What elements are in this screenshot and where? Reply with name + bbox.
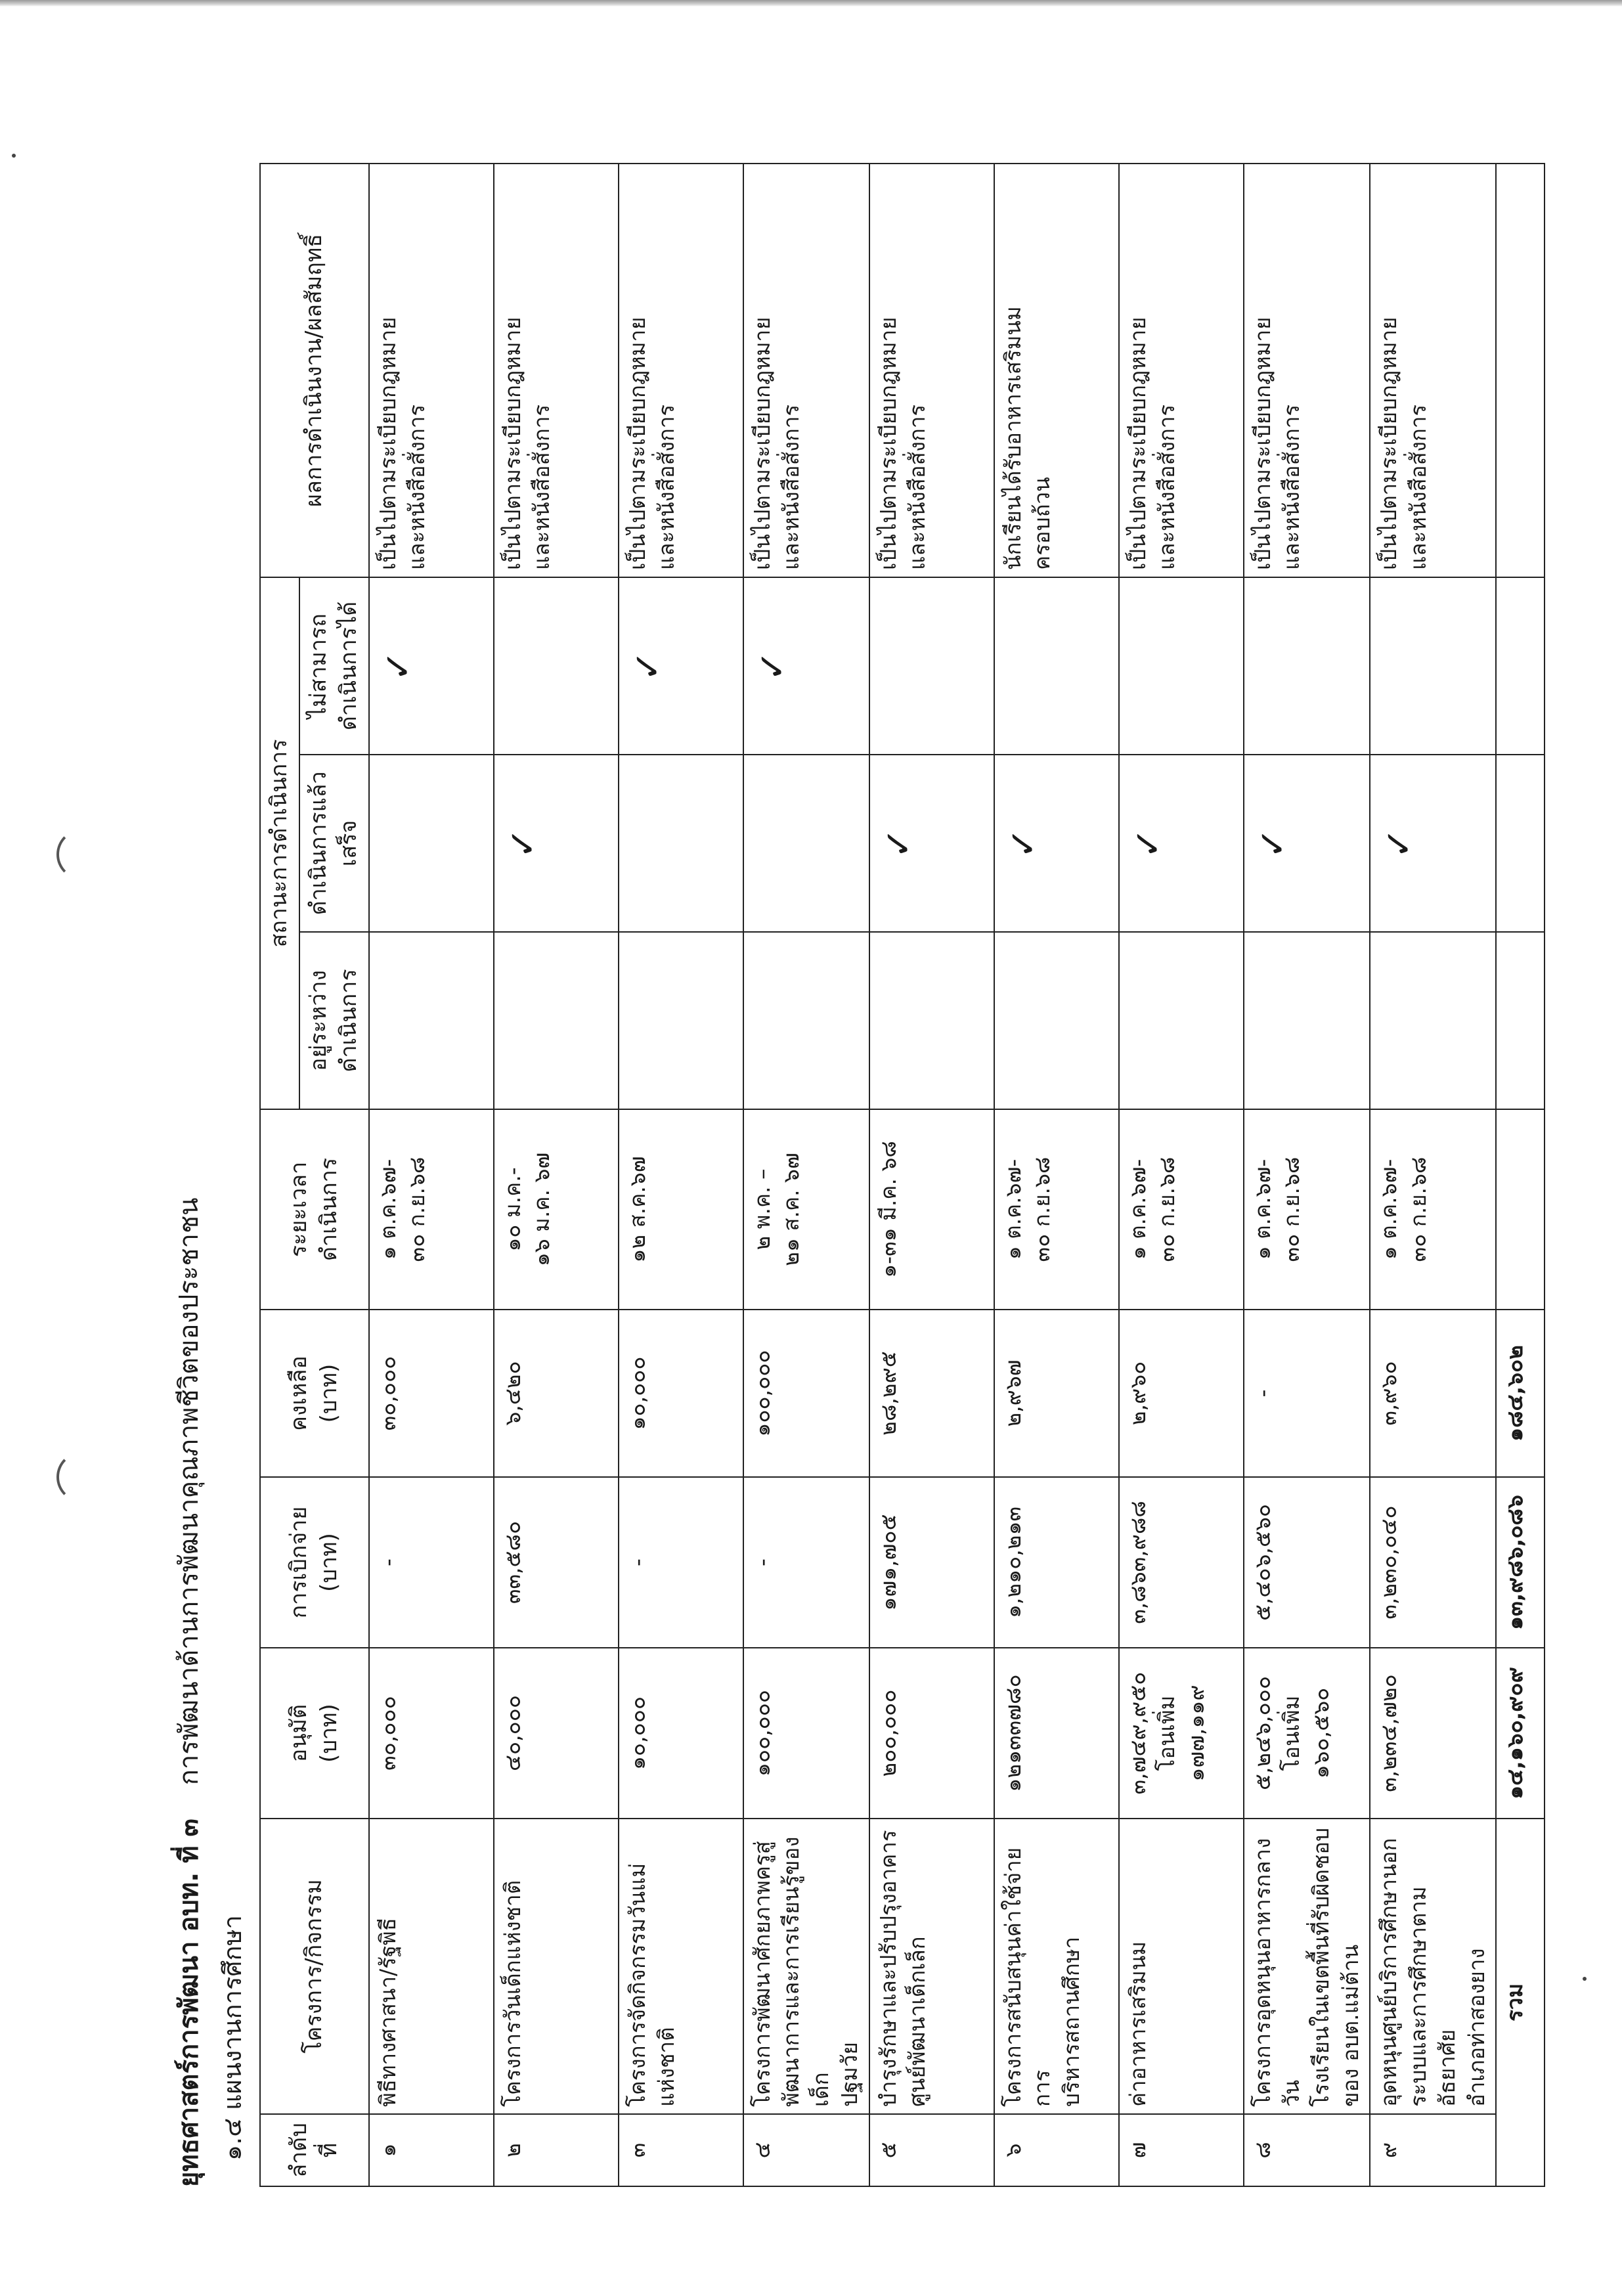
table-row: [869, 164, 994, 2186]
period: [994, 1109, 1119, 1310]
period: [869, 1109, 994, 1310]
col-approved: อนุมัติ (บาท): [260, 1648, 369, 1819]
approved-amount: [743, 1648, 869, 1819]
document-sheet: [167, 164, 1528, 2187]
scan-speck: [12, 154, 16, 158]
status-done-check: ✓: [1370, 755, 1496, 932]
cell-line: ๑ ต.ค.๖๗-: [1124, 1159, 1151, 1260]
table-row: [369, 164, 494, 2186]
cell-line: เป็นไปตามระเบียบกฎหมาย: [499, 317, 525, 570]
cell-line: ๓๐ ก.ย.๖๘: [1154, 1157, 1180, 1262]
cell-line: ๓๐ ก.ย.๖๘: [1405, 1157, 1431, 1262]
cell-line: ๓๐ ก.ย.๖๘: [1279, 1157, 1305, 1262]
cell-line: อุดหนุนศูนย์บริการศึกษานอก: [1376, 1838, 1402, 2107]
cell-line: ระบบและการศึกษาตามอัธยาศัย: [1405, 1886, 1460, 2107]
cell-line: ของ อบต.แม่ต้าน: [1337, 1944, 1363, 2107]
cell-line: ๑๐ ม.ค.-: [499, 1167, 525, 1252]
total-remaining: ๑๘๔,๖๐๒: [1496, 1310, 1545, 1477]
status-cannot-check: [1244, 577, 1370, 755]
spent-amount: ๑๗๑,๗๐๕: [869, 1477, 994, 1648]
result-text: [369, 164, 494, 577]
approved-amount: [1244, 1648, 1370, 1819]
cell-line: ปฐมวัย: [837, 2042, 863, 2107]
cell-line: ค่าอาหารเสริมนม: [1124, 1941, 1151, 2107]
cell-line: นักเรียนได้รับอาหารเสริมนม: [999, 306, 1026, 570]
project-name: [869, 1819, 994, 2114]
total-row: [1496, 164, 1545, 2186]
total-empty: [1496, 755, 1545, 932]
status-done-check: ✓: [994, 755, 1119, 932]
cell-line: โอนเพิ่ม: [1279, 1695, 1305, 1771]
project-name: [743, 1819, 869, 2114]
spent-amount: ๓๓,๕๘๐: [494, 1477, 619, 1648]
status-done-check: ✓: [869, 755, 994, 932]
status-ongoing-check: [494, 932, 619, 1109]
cell-line: ๑ ต.ค.๖๗-: [374, 1159, 401, 1260]
status-cannot-check: [1370, 577, 1496, 755]
remaining-amount: ๑๐๐,๐๐๐: [743, 1310, 869, 1477]
cell-line: ๑๗๗,๑๑๙: [1183, 1685, 1209, 1782]
result-text: [869, 164, 994, 577]
status-cannot-check: ✓: [743, 577, 869, 755]
approved-amount: [994, 1648, 1119, 1819]
cell-line: ๑๖๐,๕๖๐: [1307, 1687, 1334, 1779]
spent-amount: -: [369, 1477, 494, 1648]
cell-line: พิธีทางศาสนา/รัฐพิธี: [374, 1918, 401, 2107]
cell-line: ๓๐ ก.ย.๖๘: [1029, 1157, 1055, 1262]
total-empty: [1496, 1109, 1545, 1310]
cell-line: ๒๑ ส.ค. ๖๗: [778, 1153, 804, 1266]
project-name: [619, 1819, 743, 2114]
approved-amount: [619, 1648, 743, 1819]
cell-line: ๑ ต.ค.๖๗-: [1376, 1159, 1402, 1260]
status-ongoing-check: [369, 932, 494, 1109]
col-status-cannot: ไม่สามารถ ดำเนินการได้: [299, 577, 369, 755]
table-row: [1119, 164, 1244, 2186]
project-name: [1119, 1819, 1244, 2114]
row-number: ๔: [743, 2114, 869, 2186]
cell-line: โครงการพัฒนาศักยภาพครูสู่: [749, 1841, 775, 2107]
col-status-group: สถานะการดำเนินการ: [260, 577, 299, 1109]
remaining-amount: ๓,๙๖๐: [1370, 1310, 1496, 1477]
cell-line: เป็นไปตามระเบียบกฎหมาย: [374, 317, 401, 570]
row-number: ๓: [619, 2114, 743, 2186]
cell-line: โครงการอุดหนุนอาหารกลางวัน: [1249, 1838, 1305, 2107]
status-cannot-check: ✓: [619, 577, 743, 755]
cell-line: ศูนย์พัฒนาเด็กเล็ก: [904, 1936, 931, 2107]
cell-line: ๔๐,๐๐๐: [499, 1694, 525, 1772]
status-ongoing-check: [619, 932, 743, 1109]
total-approved: ๑๔,๑๖๐,๙๐๙: [1496, 1648, 1545, 1819]
period: [369, 1109, 494, 1310]
cell-line: เป็นไปตามระเบียบกฎหมาย: [1376, 317, 1402, 570]
cell-line: อำเภอท่าสองยาง: [1463, 1948, 1489, 2107]
cell-line: เป็นไปตามระเบียบกฎหมาย: [749, 317, 775, 570]
table-row: [1244, 164, 1370, 2186]
remaining-amount: ๒,๙๖๗: [994, 1310, 1119, 1477]
row-number: ๕: [869, 2114, 994, 2186]
result-text: [1370, 164, 1496, 577]
spent-amount: ๑,๒๑๐,๒๑๓: [994, 1477, 1119, 1648]
table-row: [743, 164, 869, 2186]
cell-line: โรงเรียนในเขตพื้นที่รับผิดชอบ: [1307, 1827, 1334, 2107]
cell-line: และหนังสือสั่งการ: [1154, 404, 1180, 570]
cell-line: และหนังสือสั่งการ: [1279, 404, 1305, 570]
cell-line: ๒๐๐,๐๐๐: [875, 1689, 901, 1777]
status-ongoing-check: [743, 932, 869, 1109]
project-table: [259, 163, 1545, 2187]
project-name: [369, 1819, 494, 2114]
cell-line: โครงการจัดกิจกรรมวันแม่: [624, 1863, 650, 2107]
punch-hole-mark: [56, 1451, 108, 1503]
row-number: ๙: [1370, 2114, 1496, 2186]
result-text: [494, 164, 619, 577]
status-cannot-check: [994, 577, 1119, 755]
cell-line: ๓๐,๐๐๐: [374, 1696, 401, 1771]
status-ongoing-check: [1119, 932, 1244, 1109]
status-ongoing-check: [1370, 932, 1496, 1109]
col-no: ลำดับที่: [260, 2114, 369, 2186]
cell-line: ๑๐,๐๐๐: [624, 1696, 650, 1771]
cell-line: เป็นไปตามระเบียบกฎหมาย: [1249, 317, 1275, 570]
scan-edge: [0, 0, 1622, 7]
col-status-ongoing: อยู่ระหว่าง ดำเนินการ: [299, 932, 369, 1109]
status-done-check: ✓: [1119, 755, 1244, 932]
remaining-amount: ๖,๔๒๐: [494, 1310, 619, 1477]
status-cannot-check: [869, 577, 994, 755]
remaining-amount: ๓๐,๐๐๐: [369, 1310, 494, 1477]
approved-amount: [1370, 1648, 1496, 1819]
period: [1244, 1109, 1370, 1310]
cell-line: ๑ ต.ค.๖๗-: [1249, 1159, 1275, 1260]
status-done-check: ✓: [494, 755, 619, 932]
total-empty: [1496, 932, 1545, 1109]
result-text: [1119, 164, 1244, 577]
cell-line: และหนังสือสั่งการ: [904, 404, 931, 570]
spent-amount: ๓,๘๖๓,๙๘๘: [1119, 1477, 1244, 1648]
approved-amount: [494, 1648, 619, 1819]
table-row: [994, 164, 1119, 2186]
status-ongoing-check: [1244, 932, 1370, 1109]
cell-line: ๑๒๑๓๓๗๘๐: [999, 1674, 1026, 1792]
remaining-amount: -: [1244, 1310, 1370, 1477]
total-spent: ๑๓,๙๘๖,๐๘๖: [1496, 1477, 1545, 1648]
strategy-topic: การพัฒนาด้านการพัฒนาคุณภาพชีวิตของประชาชน: [174, 1197, 204, 1786]
status-cannot-check: ✓: [369, 577, 494, 755]
project-name: [994, 1819, 1119, 2114]
spent-amount: ๓,๒๓๐,๐๔๐: [1370, 1477, 1496, 1648]
strategy-title: ยุทธศาสตร์การพัฒนา อบท. ที่ ๓: [174, 1819, 204, 2187]
status-done-check: [619, 755, 743, 932]
result-text: [1244, 164, 1370, 577]
spent-amount: -: [743, 1477, 869, 1648]
approved-amount: [869, 1648, 994, 1819]
table-row: [1370, 164, 1496, 2186]
cell-line: บำรุงรักษาและปรับปรุงอาคาร: [875, 1830, 901, 2107]
cell-line: และหนังสือสั่งการ: [404, 404, 430, 570]
cell-line: ครอบถ้วน: [1029, 477, 1055, 570]
col-project: โครงการ/กิจกรรม: [260, 1819, 369, 2114]
project-name: [1244, 1819, 1370, 2114]
status-done-check: [369, 755, 494, 932]
cell-line: ๒ พ.ค. –: [749, 1168, 775, 1250]
col-status-done: ดำเนินการแล้ว เสร็จ: [299, 755, 369, 932]
period: [1119, 1109, 1244, 1310]
status-cannot-check: [494, 577, 619, 755]
cell-line: ๓,๗๔๙,๙๕๐: [1124, 1671, 1151, 1795]
remaining-amount: ๒๘,๒๙๕: [869, 1310, 994, 1477]
cell-line: โครงการสนับสนุนค่าใช้จ่ายการ: [999, 1847, 1055, 2107]
cell-line: ๑-๓๑ มี.ค. ๖๘: [875, 1141, 901, 1278]
total-label: รวม: [1496, 1819, 1545, 2186]
col-spent: การเบิกจ่าย (บาท): [260, 1477, 369, 1648]
status-ongoing-check: [994, 932, 1119, 1109]
cell-line: และหนังสือสั่งการ: [529, 404, 555, 570]
spent-amount: ๕,๔๐๖,๕๖๐: [1244, 1477, 1370, 1648]
scan-speck: [1583, 1977, 1587, 1981]
cell-line: โอนเพิ่ม: [1154, 1695, 1180, 1771]
cell-line: เป็นไปตามระเบียบกฎหมาย: [875, 317, 901, 570]
cell-line: เป็นไปตามระเบียบกฎหมาย: [624, 317, 650, 570]
row-number: ๑: [369, 2114, 494, 2186]
approved-amount: [1119, 1648, 1244, 1819]
remaining-amount: ๑๐,๐๐๐: [619, 1310, 743, 1477]
approved-amount: [369, 1648, 494, 1819]
cell-line: และหนังสือสั่งการ: [1405, 404, 1431, 570]
period: [743, 1109, 869, 1310]
period: [494, 1109, 619, 1310]
row-number: ๖: [994, 2114, 1119, 2186]
spent-amount: -: [619, 1477, 743, 1648]
table-row: [619, 164, 743, 2186]
punch-hole-mark: [56, 829, 108, 880]
cell-line: โครงการวันเด็กแห่งชาติ: [499, 1880, 525, 2107]
project-name: [494, 1819, 619, 2114]
result-text: [619, 164, 743, 577]
cell-line: และหนังสือสั่งการ: [653, 404, 680, 570]
cell-line: ๑๐๐,๐๐๐: [749, 1689, 775, 1777]
status-done-check: [743, 755, 869, 932]
result-text: [994, 164, 1119, 577]
status-ongoing-check: [869, 932, 994, 1109]
period: [1370, 1109, 1496, 1310]
status-done-check: ✓: [1244, 755, 1370, 932]
cell-line: แห่งชาติ: [653, 2027, 680, 2107]
col-result: ผลการดำเนินงาน/ผลสัมฤทธิ์: [260, 164, 369, 577]
remaining-amount: ๒,๙๖๐: [1119, 1310, 1244, 1477]
row-number: ๒: [494, 2114, 619, 2186]
project-name: [1370, 1819, 1496, 2114]
cell-line: ๓๐ ก.ย.๖๘: [404, 1157, 430, 1262]
col-remaining: คงเหลือ (บาท): [260, 1310, 369, 1477]
cell-line: ๑๖ ม.ค. ๖๗: [529, 1152, 555, 1267]
page-title: [167, 1198, 211, 2188]
cell-line: ๑ ต.ค.๖๗-: [999, 1159, 1026, 1260]
table-row: [494, 164, 619, 2186]
table-header-row: [260, 164, 299, 2186]
col-period: ระยะเวลา ดำเนินการ: [260, 1109, 369, 1310]
row-number: ๗: [1119, 2114, 1244, 2186]
row-number: ๘: [1244, 2114, 1370, 2186]
status-cannot-check: [1119, 577, 1244, 755]
cell-line: เป็นไปตามระเบียบกฎหมาย: [1124, 317, 1151, 570]
plan-subtitle: ๑.๔ แผนงานการศึกษา: [218, 1915, 247, 2161]
result-text: [743, 164, 869, 577]
cell-line: พัฒนาการและการเรียนรู้ของเด็ก: [778, 1836, 833, 2107]
period: [619, 1109, 743, 1310]
cell-line: และหนังสือสั่งการ: [778, 404, 804, 570]
cell-line: บริหารสถานศึกษา: [1058, 1936, 1084, 2107]
cell-line: ๓,๒๓๔,๗๒๐: [1376, 1674, 1402, 1792]
cell-line: ๕,๒๔๖,๐๐๐: [1249, 1675, 1275, 1791]
total-empty: [1496, 577, 1545, 755]
total-empty: [1496, 164, 1545, 577]
cell-line: ๑๒ ส.ค.๖๗: [624, 1156, 650, 1263]
